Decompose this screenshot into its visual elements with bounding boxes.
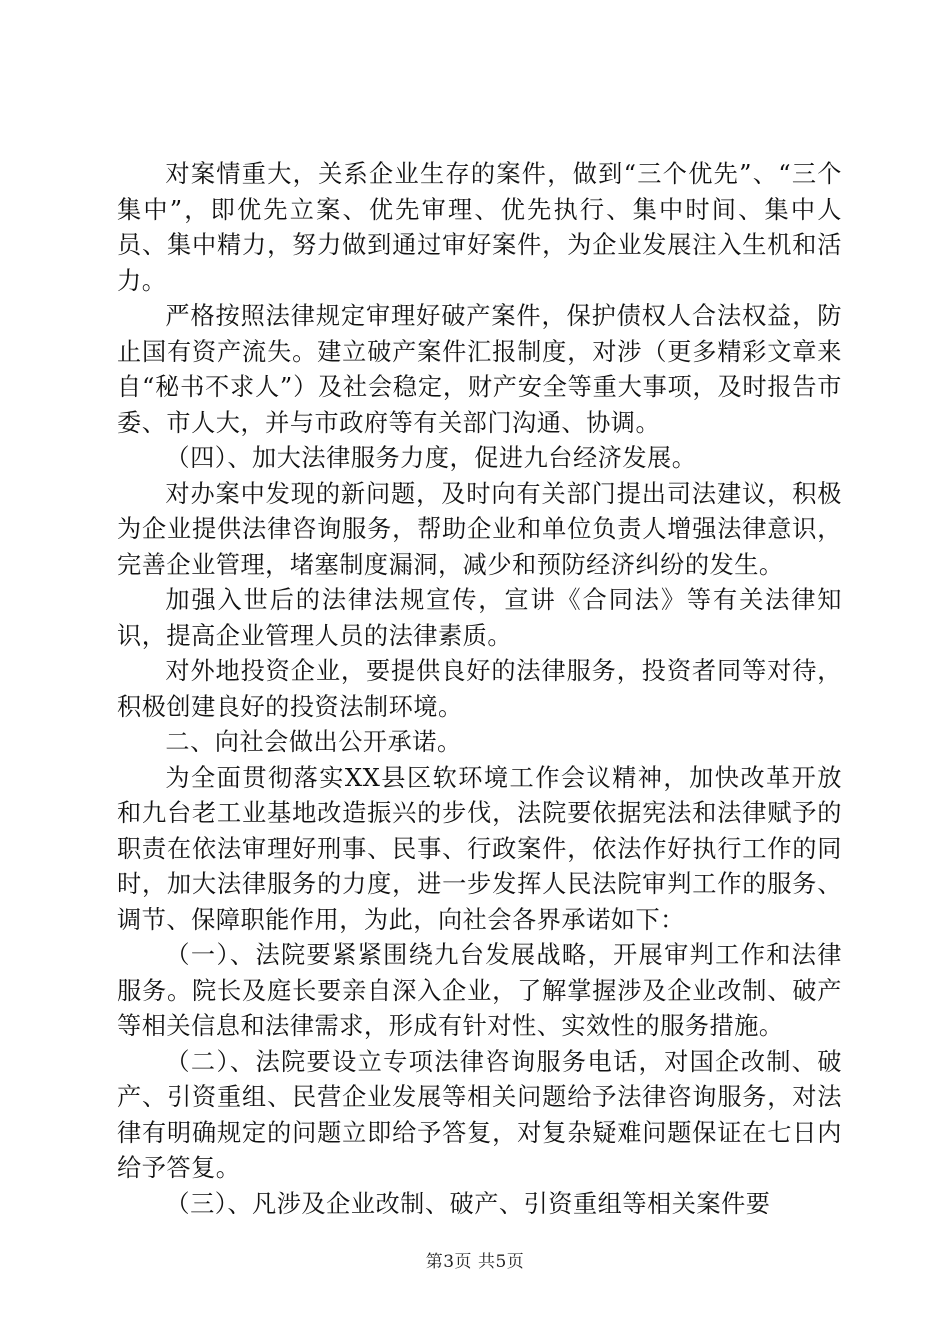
paragraph-commitment-one: （一）、法院要紧紧围绕九台发展战略，开展审判工作和法律服务。院长及庭长要亲自深入企业，了解掌握涉及企业改制、破产等相关信息和法律需求，形成有针对性、实效性的服务措施。: [117, 941, 842, 1040]
paragraph-external-investment: 对外地投资企业，要提供良好的法律服务，投资者同等对待，积极创建良好的投资法制环境。: [117, 657, 842, 721]
paragraph-commitment-three: （三）、凡涉及企业改制、破产、引资重组等相关案件要: [165, 1189, 771, 1218]
paragraph-bankruptcy-cases: 严格按照法律规定审理好破产案件，保护债权人合法权益，防止国有资产流失。建立破产案件汇报制度，对涉（更多精彩文章来自“秘书不求人”）及社会稳定，财产安全等重大事项，及时报告市委、市人大，并与市政府等有关部门沟通、协调。: [117, 302, 842, 437]
section-heading-public-commitment: 二、向社会做出公开承诺。: [165, 728, 462, 756]
paragraph-commitment-two: （二）、法院要设立专项法律咨询服务电话，对国企改制、破产、引资重组、民营企业发展等相关问题给予法律咨询服务，对法律有明确规定的问题立即给予答复，对复杂疑难问题保证在七日内给予答复。: [117, 1047, 842, 1182]
paragraph-law-publicity: 加强入世后的法律法规宣传，宣讲《合同法》等有关法律知识，提高企业管理人员的法律素质。: [117, 586, 842, 650]
page-number-footer: 第3页 共5页: [425, 1252, 525, 1272]
paragraph-key-cases: 对案情重大，关系企业生存的案件，做到“三个优先”、“三个集中”，即优先立案、优先审理、优先执行、集中时间、集中人员、集中精力，努力做到通过审好案件，为企业发展注入生机和活力。: [117, 160, 842, 295]
paragraph-judicial-advice: 对办案中发现的新问题，及时向有关部门提出司法建议，积极为企业提供法律咨询服务，帮助企业和单位负责人增强法律意识，完善企业管理，堵塞制度漏洞，减少和预防经济纠纷的发生。: [117, 479, 842, 579]
section-heading-legal-services: （四）、加大法律服务力度，促进九台经济发展。: [165, 444, 697, 472]
document-body: [117, 157, 842, 1222]
paragraph-commitment-intro: 为全面贯彻落实XX县区软环境工作会议精神，加快改革开放和九台老工业基地改造振兴的步伐，法院要依据宪法和法律赋予的职责在依法审理好刑事、民事、行政案件，依法作好执行工作的同时，加大法律服务的力度，进一步发挥人民法院审判工作的服务、调节、保障职能作用，为此，向社会各界承诺如下：: [117, 763, 842, 934]
